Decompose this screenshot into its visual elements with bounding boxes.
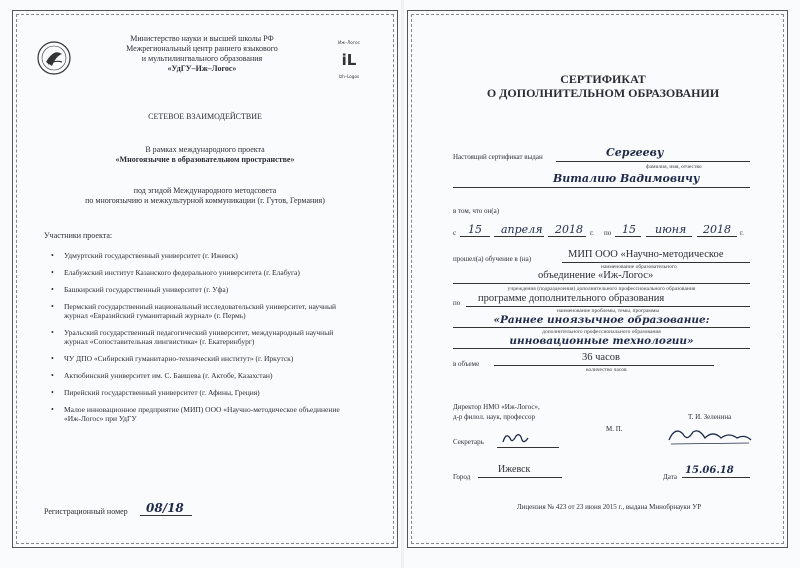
volume-label: в объеме: [453, 360, 480, 368]
list-item: • Удмуртский государственный университет (г. Ижевск): [44, 251, 344, 260]
to-day: 15: [622, 223, 636, 236]
volume-value: 36 часов: [582, 352, 620, 363]
director-name: Т. И. Зеленина: [688, 413, 732, 421]
header-line-2: Межрегиональный центр раннего языкового: [126, 44, 278, 53]
header-line-3: и мультилингвального образования: [141, 54, 263, 63]
to-month-underline: [646, 236, 692, 237]
program-prefix: по: [453, 299, 461, 307]
list-item: • Уральский государственный педагогический университет, международный научный журнал «Сопоставительная лингвистика» (г. Екатеринбург): [44, 328, 344, 346]
org-line-1-underline: [562, 262, 750, 263]
city-value: Ижевск: [498, 464, 531, 475]
program-caption: наименование проблемы, темы, программы: [556, 308, 660, 314]
director-signature-icon: [665, 424, 755, 448]
participants-list: [44, 251, 344, 431]
date-label: Дата: [663, 473, 677, 481]
from-prefix: с: [453, 229, 457, 237]
header-line-1: Министерство науки и высшей школы РФ: [130, 34, 274, 43]
cert-title-line-1: СЕРТИФИКАТ: [560, 72, 646, 86]
cert-title-line-2: О ДОПОЛНИТЕЛЬНОМ ОБРАЗОВАНИИ: [486, 86, 720, 100]
city-underline: [478, 477, 562, 478]
cert-title: [468, 72, 738, 100]
list-item: • Елабужский институт Казанского федерального университета (г. Елабуга): [44, 268, 344, 277]
to-year: 2018: [703, 223, 731, 236]
hours-caption: количество часов: [586, 367, 627, 373]
secretary-underline: [497, 447, 559, 448]
izh-logos-emblem-icon: [333, 38, 365, 80]
recipient-name: Виталию Вадимовичу: [553, 172, 700, 185]
from-year-underline: [548, 236, 586, 237]
header-line-4: «УдГУ–Иж–Логос»: [167, 64, 237, 73]
logo-mark-text: iL: [341, 51, 357, 69]
name-underline: [453, 187, 750, 188]
list-item: • Малое инновационное предприятие (МИП) ООО «Научно-методическое объединение «Иж-Логос» при УдГУ: [44, 405, 344, 423]
date-value: 15.06.18: [685, 465, 734, 476]
list-item: • Пирейский государственный университет (г. Афины, Греция): [44, 388, 344, 397]
org-line-2: объединение «Иж-Логос»: [538, 270, 654, 281]
org-caption: наименование образовательного: [601, 264, 677, 270]
course-line-2: инновационные технологии»: [509, 335, 694, 347]
issued-label: Настоящий сертификат выдан: [453, 153, 543, 161]
org-line-1: МИП ООО «Научно-методическое: [568, 249, 724, 260]
project-name: «Многоязычие в образовательном пространстве»: [115, 155, 295, 164]
aegis-line-2: по многоязычию и межкультурной коммуникации (г. Гутов, Германия): [85, 196, 325, 205]
from-month-underline: [494, 236, 544, 237]
page-fold: [401, 0, 404, 568]
program-underline: [466, 306, 750, 307]
course-line-2-underline: [453, 348, 750, 349]
director-line-2: д-р филол. наук, профессор: [453, 413, 535, 421]
to-year-underline: [697, 236, 737, 237]
from-year: 2018: [555, 223, 583, 236]
from-year-suffix: г.: [590, 229, 594, 237]
surname-underline: [556, 161, 750, 162]
director-line-1: Директор НМО «Иж-Логос»,: [453, 403, 540, 411]
program-name: программе дополнительного образования: [478, 293, 665, 304]
course-line-1-underline: [453, 327, 750, 328]
to-year-suffix: г.: [740, 229, 744, 237]
date-underline: [682, 477, 750, 478]
org-line-2-underline: [453, 283, 750, 284]
institution-caption: учреждения (подразделения) дополнительного профессионального образования: [507, 286, 696, 292]
network-title: СЕТЕВОЕ ВЗАИМОДЕЙСТВИЕ: [148, 112, 262, 121]
registration-number: 08/18: [146, 501, 184, 515]
fio-caption: фамилия, имя, отчество: [646, 164, 702, 170]
from-day-underline: [460, 236, 490, 237]
secretary-signature-icon: [500, 430, 530, 448]
from-day: 15: [468, 223, 482, 236]
to-day-underline: [615, 236, 641, 237]
stamp-label: М. П.: [606, 425, 623, 433]
secretary-label: Секретарь: [453, 438, 484, 446]
list-item: • ЧУ ДПО «Сибирский гуманитарно-технический институт» (г. Иркутск): [44, 354, 344, 363]
list-item: • Актюбинский университет им. С. Баишева (г. Актобе, Казахстан): [44, 371, 344, 380]
header-block: [86, 34, 318, 74]
volume-underline: [494, 365, 714, 366]
studied-label: прошел(а) обучение в (на): [453, 255, 532, 263]
confirm-label: в том, что он(а): [453, 207, 500, 215]
aegis-line-1: под эгидой Международного методсовета: [133, 186, 277, 195]
logo-bottom-text: Izh–Logos: [338, 74, 360, 79]
udgu-emblem-icon: [36, 40, 72, 76]
course-caption: дополнительного профессионального образования: [542, 329, 661, 335]
to-prefix: по: [604, 229, 612, 237]
from-month: апреля: [501, 223, 543, 236]
list-item: • Башкирский государственный университет (г. Уфа): [44, 285, 344, 294]
logo-top-text: Иж–Логос: [338, 40, 360, 45]
project-intro: В рамках международного проекта: [145, 145, 265, 154]
city-label: Город: [453, 473, 471, 481]
to-month: июня: [655, 223, 687, 236]
list-item: • Пермский государственный национальный исследовательский университет, научный журнал «Евразийский гуманитарный журнал» (г. Пермь): [44, 302, 344, 320]
course-line-1: «Раннее иноязычное образование:: [493, 314, 710, 326]
participants-heading: Участники проекта:: [44, 231, 113, 240]
license-text: Лицензия № 423 от 23 июня 2015 г., выдана Минобрнауки УР: [516, 503, 702, 511]
registration-underline: [140, 515, 192, 516]
registration-label: Регистрационный номер: [44, 507, 128, 516]
recipient-surname: Сергееву: [606, 146, 664, 159]
